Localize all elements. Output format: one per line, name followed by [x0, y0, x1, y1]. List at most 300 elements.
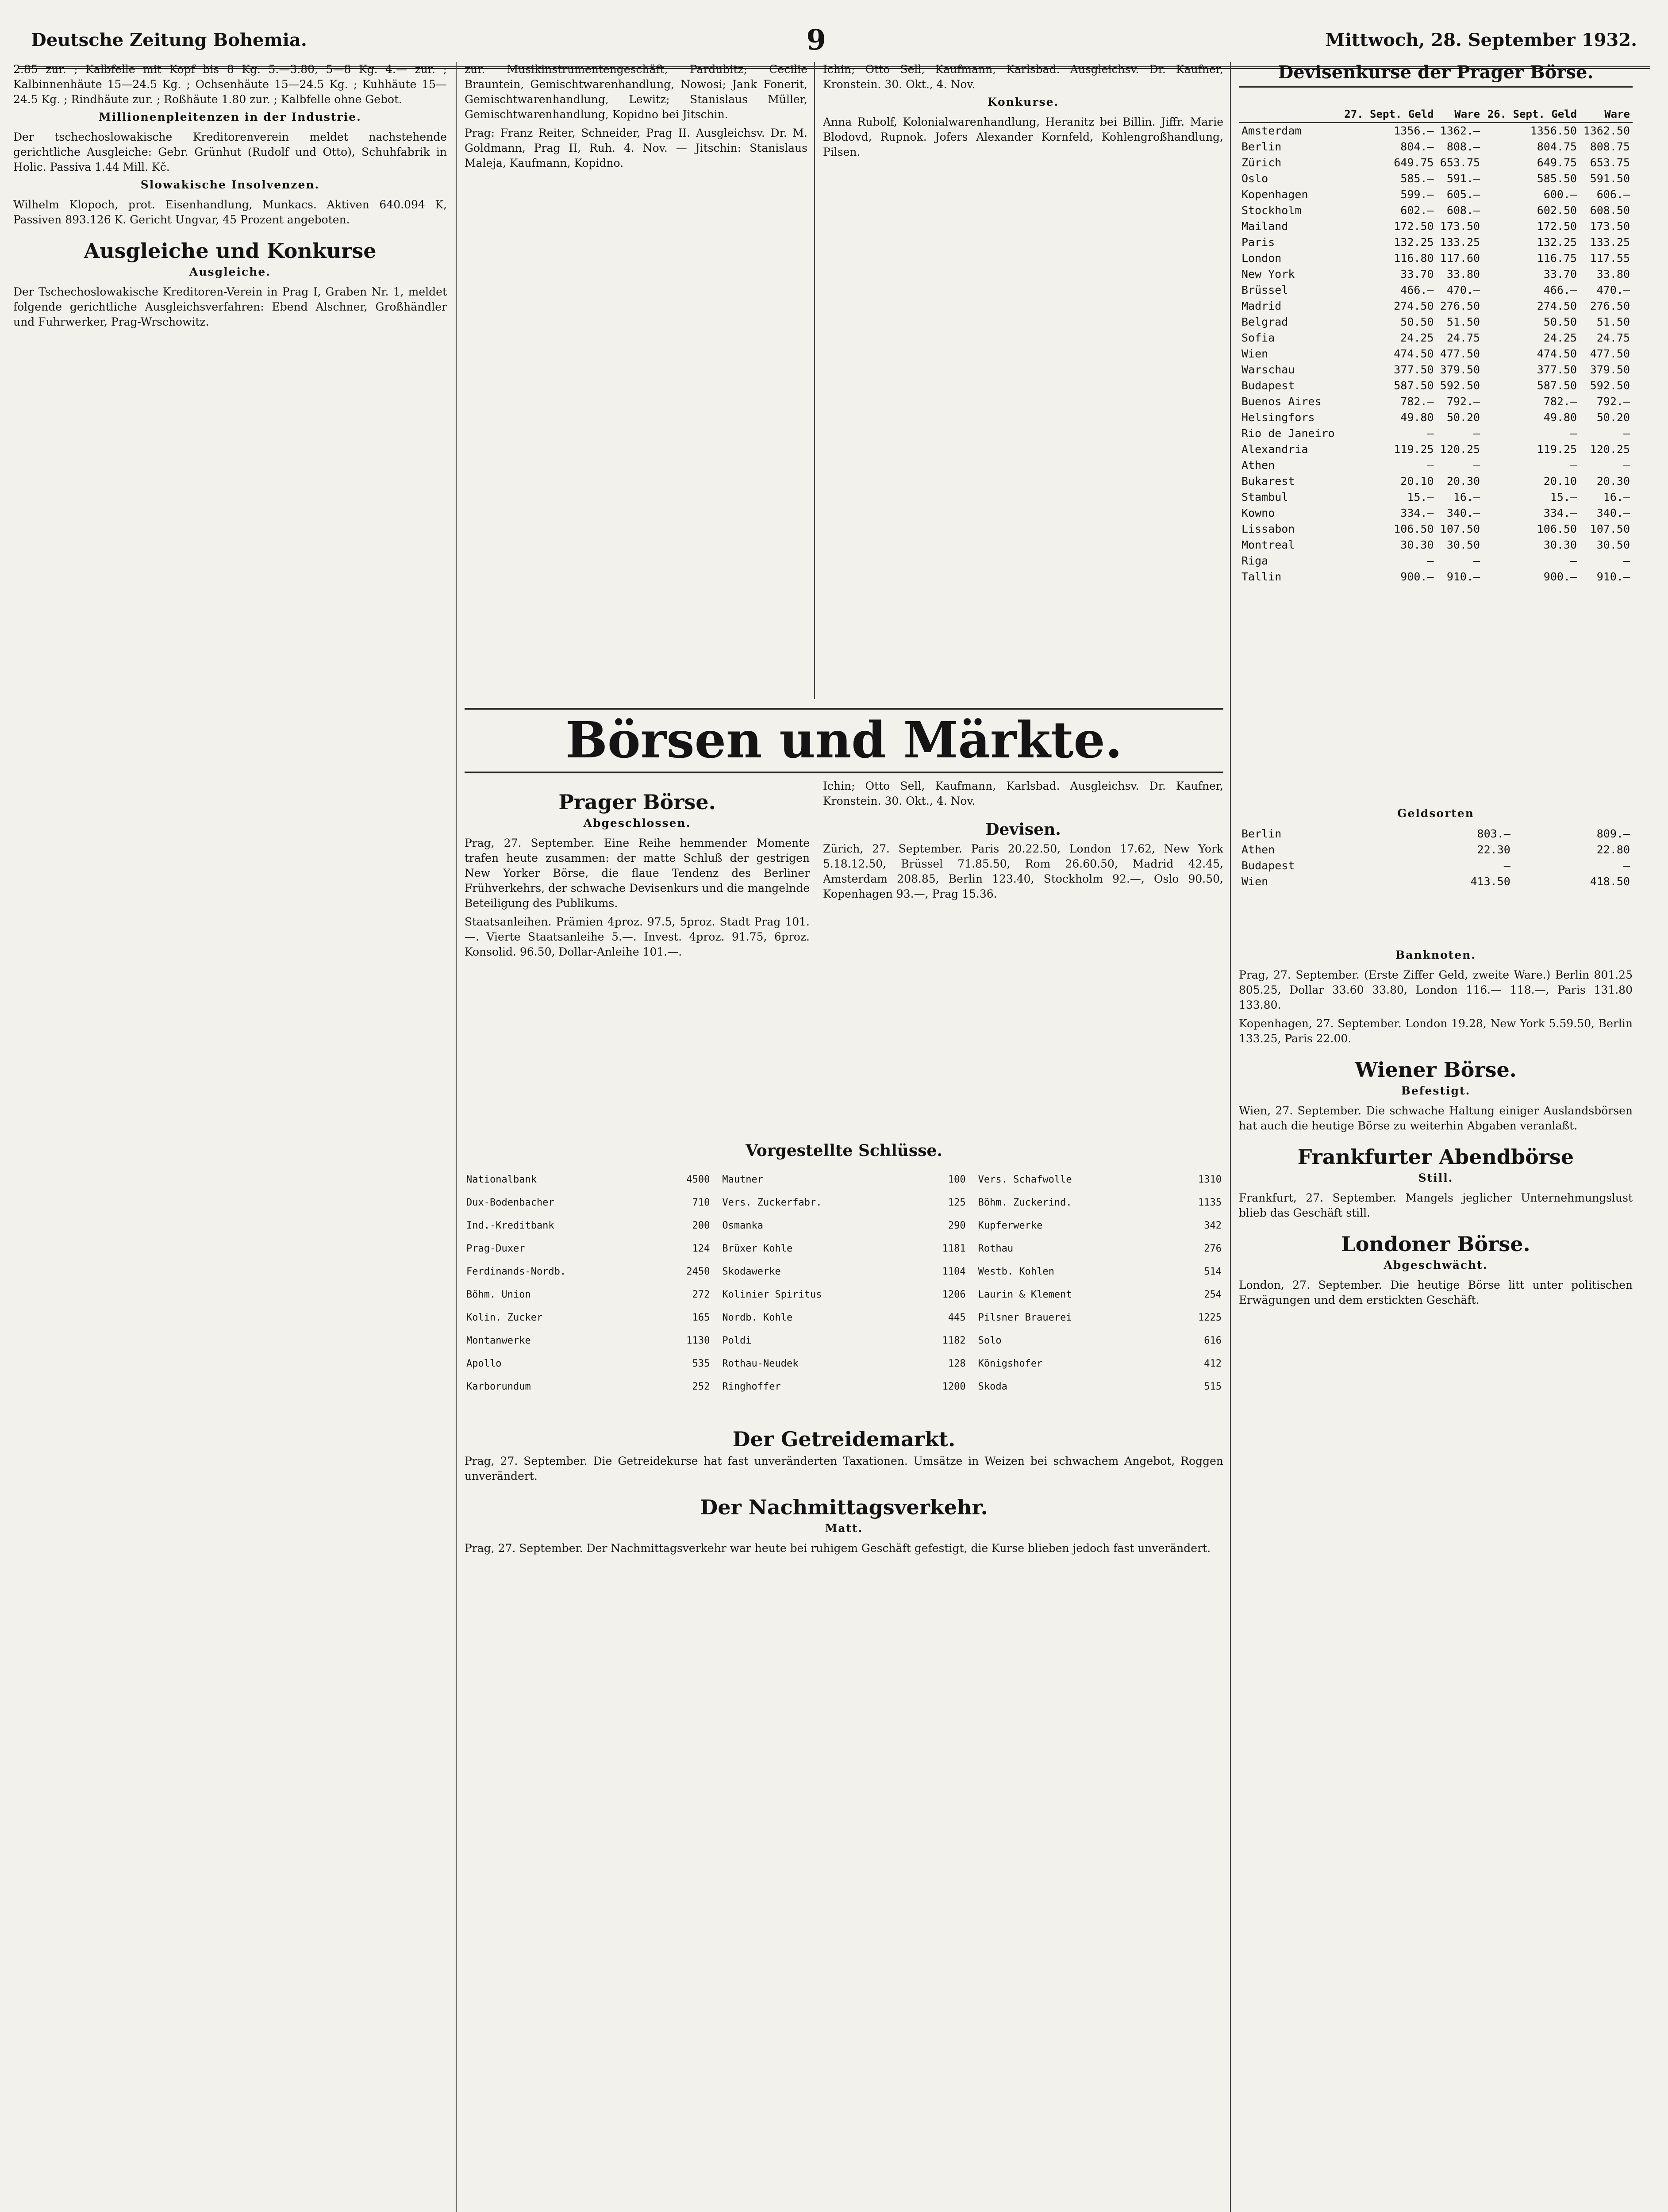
share-price: 1181: [942, 1243, 966, 1254]
rates-value: —: [1570, 427, 1577, 440]
rates-row: [1239, 187, 1633, 203]
rates-row: [1239, 298, 1633, 314]
issue-date: Mittwoch, 28. September 1932.: [1325, 29, 1637, 50]
section-text: Frankfurt, 27. September. Mangels jeglicher Unternehmungslust blieb das Geschäft still.: [1239, 1191, 1633, 1219]
coins-box: [1239, 805, 1633, 938]
rates-value: 1356.—: [1394, 124, 1434, 137]
rates-value: 592.50: [1440, 379, 1480, 392]
share-price: 1200: [942, 1381, 966, 1392]
share-name: Solo: [978, 1335, 1002, 1346]
rates-city: New York: [1241, 268, 1295, 280]
section-text: Ichin; Otto Sell, Kaufmann, Karlsbad. Ausgleichsv. Dr. Kaufner, Kronstein. 30. Okt., 4. Nov.: [823, 780, 1223, 807]
rates-city: Amsterdam: [1241, 124, 1302, 137]
rates-row: [1239, 426, 1633, 442]
shares-table: [465, 1168, 1223, 1398]
rates-value: 133.25: [1590, 236, 1630, 249]
shares-row: [720, 1352, 967, 1375]
rates-value: 24.75: [1596, 331, 1630, 344]
rates-value: 30.30: [1543, 538, 1577, 551]
coins-city: Budapest: [1241, 859, 1295, 872]
rates-value: 804.75: [1537, 140, 1577, 153]
shares-row: [465, 1375, 711, 1398]
rates-value: —: [1427, 459, 1434, 472]
rates-value: 474.50: [1394, 347, 1434, 360]
section-heading: Slowakische Insolvenzen.: [140, 178, 320, 191]
shares-row: [720, 1306, 967, 1329]
rates-value: —: [1570, 459, 1577, 472]
rates-city: Paris: [1241, 236, 1275, 249]
share-price: 100: [948, 1174, 966, 1185]
share-name: Böhm. Union: [466, 1289, 531, 1300]
section-subtitle: Still.: [1418, 1171, 1453, 1184]
rates-value: 608.50: [1590, 204, 1630, 217]
column-rule: [1230, 62, 1231, 2212]
rates-value: 649.75: [1537, 156, 1577, 169]
share-price: 125: [948, 1197, 966, 1208]
section-title: Prager Börse.: [558, 790, 716, 814]
rates-value: 119.25: [1394, 443, 1434, 456]
section-text: Prag, 27. September. Der Nachmittagsverkehr war heute bei ruhigem Geschäft gefestigt, die Kurse blieben jedoch fast unverändert.: [465, 1542, 1211, 1555]
rates-value: 16.—: [1603, 491, 1630, 503]
rates-value: 116.80: [1394, 252, 1434, 265]
rates-city: Berlin: [1241, 140, 1282, 153]
section-subtitle: Banknoten.: [1395, 949, 1476, 961]
shares-row: [465, 1352, 711, 1375]
section-subtitle: Abgeschlossen.: [583, 817, 691, 830]
rates-column-header: [1239, 106, 1340, 123]
shares-row: [720, 1168, 967, 1191]
share-name: Nationalbank: [466, 1174, 537, 1185]
rates-value: 477.50: [1590, 347, 1630, 360]
rates-value: 910.—: [1596, 570, 1630, 583]
share-name: Prag-Duxer: [466, 1243, 525, 1254]
share-price: 1206: [942, 1289, 966, 1300]
section-text: Wien, 27. September. Die schwache Haltung einiger Auslandsbörsen hat auch die heutige Börse zu weiterhin Abgaben veranlaßt.: [1239, 1104, 1633, 1132]
rates-value: 133.25: [1440, 236, 1480, 249]
share-name: Laurin & Klement: [978, 1289, 1072, 1300]
section-subtitle: Ausgleiche.: [189, 265, 271, 278]
rates-value: 591.50: [1590, 172, 1630, 185]
share-name: Königshofer: [978, 1358, 1043, 1369]
share-name: Osmanka: [722, 1220, 764, 1231]
rates-row: [1239, 537, 1633, 553]
share-name: Mautner: [722, 1174, 764, 1185]
share-price: 200: [692, 1220, 710, 1231]
markets-lower-block: [465, 1416, 1223, 2212]
coins-row: [1239, 858, 1633, 874]
shares-row: [976, 1260, 1223, 1283]
share-name: Kupferwerke: [978, 1220, 1043, 1231]
rates-value: 24.25: [1543, 331, 1577, 344]
share-price: 290: [948, 1220, 966, 1231]
rates-value: 466.—: [1400, 284, 1434, 296]
shares-row: [720, 1214, 967, 1237]
coins-value: 22.30: [1477, 843, 1510, 856]
share-price: 710: [692, 1197, 710, 1208]
rates-city: Zürich: [1241, 156, 1282, 169]
rates-value: 605.—: [1446, 188, 1480, 201]
share-name: Montanwerke: [466, 1335, 531, 1346]
rates-value: 606.—: [1596, 188, 1630, 201]
rates-value: 107.50: [1440, 522, 1480, 535]
shares-subtable: [976, 1168, 1223, 1398]
column-text: Anna Rubolf, Kolonialwarenhandlung, Heranitz bei Billin. Jiffr. Marie Blodovd, Rupnok. Jofers Alexander Kornfeld, Kohlengroßhandlung, Pilsen.: [823, 115, 1223, 158]
shares-row: [465, 1214, 711, 1237]
section-title: Devisen.: [985, 820, 1061, 839]
shares-row: [720, 1191, 967, 1214]
section-text: Zürich, 27. September. Paris 20.22.50, London 17.62, New York 5.18.12.50, Brüssel 71.85.50, Rom 26.60.50, Madrid 42.45, Amsterdam 208.85, Berlin 123.40, Stockholm 92.—, Oslo 90.50, Kopenhagen 93.—, Prag 15.36.: [823, 842, 1223, 900]
section-text: Staatsanleihen. Prämien 4proz. 97.5, 5proz. Stadt Prag 101.—. Vierte Staatsanleihe 5.—. Invest. 4proz. 91.75, 6proz. Konsolid. 96.50, Dollar-Anleihe 101.—.: [465, 915, 810, 958]
exchange-rates-title: Devisenkurse der Prager Börse.: [1239, 62, 1633, 88]
share-price: 124: [692, 1243, 710, 1254]
rates-city: Lissabon: [1241, 522, 1295, 535]
rates-city: Belgrad: [1241, 315, 1288, 328]
rates-value: 33.70: [1400, 268, 1434, 280]
section-subtitle: Matt.: [825, 1522, 863, 1535]
rates-value: 20.30: [1446, 475, 1480, 488]
coins-row: [1239, 842, 1633, 858]
shares-row: [976, 1191, 1223, 1214]
shares-row: [720, 1329, 967, 1352]
rates-city: Rio de Janeiro: [1241, 427, 1335, 440]
rates-value: 33.80: [1596, 268, 1630, 280]
shares-row: [465, 1283, 711, 1306]
share-price: 445: [948, 1312, 966, 1323]
rates-value: 379.50: [1440, 363, 1480, 376]
rates-value: 334.—: [1543, 507, 1577, 519]
rates-value: 585.50: [1537, 172, 1577, 185]
shares-row: [976, 1283, 1223, 1306]
section-title: Londoner Börse.: [1341, 1232, 1530, 1256]
rates-value: 340.—: [1596, 507, 1630, 519]
rates-value: 16.—: [1453, 491, 1480, 503]
share-name: Karborundum: [466, 1381, 531, 1392]
rates-city: Mailand: [1241, 220, 1288, 233]
rates-value: 50.20: [1596, 411, 1630, 424]
share-price: 515: [1204, 1381, 1222, 1392]
rates-value: 1362.—: [1440, 124, 1480, 137]
shares-row: [465, 1168, 711, 1191]
rates-value: 608.—: [1446, 204, 1480, 217]
rates-value: 470.—: [1446, 284, 1480, 296]
rates-value: 910.—: [1446, 570, 1480, 583]
share-price: 1135: [1198, 1197, 1222, 1208]
rates-value: 274.50: [1394, 300, 1434, 312]
shares-row: [465, 1191, 711, 1214]
rates-value: 276.50: [1590, 300, 1630, 312]
rates-value: 119.25: [1537, 443, 1577, 456]
page-number: 9: [806, 23, 826, 57]
rates-value: 377.50: [1394, 363, 1434, 376]
share-name: Böhm. Zuckerind.: [978, 1197, 1072, 1208]
section-text: Wilhelm Klopoch, prot. Eisenhandlung, Munkacs. Aktiven 640.094 K, Passiven 893.126 K. Gericht Ungvar, 45 Prozent angeboten.: [13, 198, 447, 226]
shares-row: [720, 1375, 967, 1398]
share-price: 1130: [686, 1335, 710, 1346]
rates-city: Athen: [1241, 459, 1275, 472]
rates-city: Wien: [1241, 347, 1268, 360]
share-name: Kolin. Zucker: [466, 1312, 543, 1323]
rates-value: 276.50: [1440, 300, 1480, 312]
rates-value: —: [1427, 427, 1434, 440]
coins-city: Berlin: [1241, 827, 1282, 840]
rates-value: 24.25: [1400, 331, 1434, 344]
shares-row: [465, 1237, 711, 1260]
rates-value: 1362.50: [1583, 124, 1630, 137]
section-subtitle: Konkurse.: [987, 96, 1059, 108]
share-name: Dux-Bodenbacher: [466, 1197, 554, 1208]
rates-row: [1239, 521, 1633, 537]
rates-value: 173.50: [1440, 220, 1480, 233]
shares-row: [976, 1237, 1223, 1260]
rates-city: Kopenhagen: [1241, 188, 1308, 201]
rates-value: —: [1623, 459, 1630, 472]
rates-row: [1239, 282, 1633, 298]
coins-value: 413.50: [1470, 875, 1510, 888]
rates-row: [1239, 457, 1633, 473]
section-subtitle: Abgeschwächt.: [1384, 1259, 1488, 1271]
rates-row: [1239, 330, 1633, 346]
rates-value: 132.25: [1537, 236, 1577, 249]
section-heading: Millionenpleitenzen in der Industrie.: [99, 111, 361, 123]
rates-value: 792.—: [1446, 395, 1480, 408]
share-name: Skodawerke: [722, 1266, 781, 1277]
rates-value: 340.—: [1446, 507, 1480, 519]
rates-value: 173.50: [1590, 220, 1630, 233]
rates-value: 653.75: [1590, 156, 1630, 169]
share-price: 616: [1204, 1335, 1222, 1346]
rates-value: 172.50: [1537, 220, 1577, 233]
rates-value: 1356.50: [1530, 124, 1577, 137]
rates-city: London: [1241, 252, 1282, 265]
exchange-rates-box: [1239, 106, 1633, 796]
column-3: [823, 62, 1223, 416]
rates-value: 49.80: [1400, 411, 1434, 424]
rates-value: 33.70: [1543, 268, 1577, 280]
share-name: Vers. Schafwolle: [978, 1174, 1072, 1185]
rates-value: 602.—: [1400, 204, 1434, 217]
rates-value: 470.—: [1596, 284, 1630, 296]
rates-row: [1239, 203, 1633, 219]
rates-value: —: [1623, 554, 1630, 567]
rates-value: 50.50: [1543, 315, 1577, 328]
coins-row: [1239, 874, 1633, 890]
share-name: Rothau: [978, 1243, 1014, 1254]
rates-value: 474.50: [1537, 347, 1577, 360]
rates-value: 377.50: [1537, 363, 1577, 376]
rates-row: [1239, 171, 1633, 187]
share-name: Apollo: [466, 1358, 502, 1369]
coins-value: 418.50: [1590, 875, 1630, 888]
coins-value: —: [1503, 859, 1510, 872]
rates-city: Stockholm: [1241, 204, 1302, 217]
rates-value: 172.50: [1394, 220, 1434, 233]
rates-value: 20.10: [1400, 475, 1434, 488]
rates-city: Montreal: [1241, 538, 1295, 551]
coins-city: Wien: [1241, 875, 1268, 888]
section-text: Der tschechoslowakische Kreditorenverein meldet nachstehende gerichtliche Ausgleiche: Gebr. Grünhut (Rudolf und Otto), Schuhfabrik in Holic. Passiva 1.44 Mill. Kč.: [13, 131, 447, 173]
rates-row: [1239, 553, 1633, 569]
rates-value: 782.—: [1543, 395, 1577, 408]
shares-row: [976, 1352, 1223, 1375]
share-name: Nordb. Kohle: [722, 1312, 793, 1323]
rates-row: [1239, 394, 1633, 410]
share-name: Pilsner Brauerei: [978, 1312, 1072, 1323]
rates-value: 477.50: [1440, 347, 1480, 360]
column-1: [13, 62, 447, 2212]
rates-value: 808.—: [1446, 140, 1480, 153]
newspaper-name: Deutsche Zeitung Bohemia.: [31, 29, 307, 50]
rates-value: 51.50: [1446, 315, 1480, 328]
shares-row: [976, 1329, 1223, 1352]
rates-city: Madrid: [1241, 300, 1282, 312]
rates-value: 782.—: [1400, 395, 1434, 408]
rates-row: [1239, 473, 1633, 489]
rates-value: 591.—: [1446, 172, 1480, 185]
rates-value: 49.80: [1543, 411, 1577, 424]
share-price: 2450: [686, 1266, 710, 1277]
rates-city: Oslo: [1241, 172, 1268, 185]
share-price: 1310: [1198, 1174, 1222, 1185]
rates-city: Helsingfors: [1241, 411, 1315, 424]
share-name: Ferdinands-Nordb.: [466, 1266, 566, 1277]
shares-row: [720, 1260, 967, 1283]
rates-value: 50.20: [1446, 411, 1480, 424]
rates-value: 585.—: [1400, 172, 1434, 185]
rates-row: [1239, 219, 1633, 234]
share-name: Westb. Kohlen: [978, 1266, 1054, 1277]
rates-value: 107.50: [1590, 522, 1630, 535]
rates-row: [1239, 362, 1633, 378]
rates-row: [1239, 123, 1633, 139]
section-title: Der Getreidemarkt.: [732, 1427, 956, 1451]
coins-table: [1239, 826, 1633, 890]
rates-value: 653.75: [1440, 156, 1480, 169]
rates-value: 587.50: [1394, 379, 1434, 392]
rates-row: [1239, 139, 1633, 155]
rates-row: [1239, 250, 1633, 266]
section-banner-title: Börsen und Märkte.: [465, 708, 1223, 773]
share-price: 276: [1204, 1243, 1222, 1254]
rates-value: 24.75: [1446, 331, 1480, 344]
share-price: 1104: [942, 1266, 966, 1277]
rates-row: [1239, 234, 1633, 250]
coins-row: [1239, 826, 1633, 842]
column-rule: [456, 62, 457, 2212]
coins-city: Athen: [1241, 843, 1275, 856]
coins-value: —: [1623, 859, 1630, 872]
coins-value: 803.—: [1477, 827, 1510, 840]
rates-value: 50.50: [1400, 315, 1434, 328]
rates-city: Kowno: [1241, 507, 1275, 519]
rates-city: Bukarest: [1241, 475, 1295, 488]
share-price: 4500: [686, 1174, 710, 1185]
section-title: Wiener Börse.: [1355, 1058, 1517, 1082]
section-subtitle: Befestigt.: [1401, 1084, 1471, 1097]
rates-value: 274.50: [1537, 300, 1577, 312]
column-rule: [814, 62, 815, 699]
rates-value: 379.50: [1590, 363, 1630, 376]
rates-city: Riga: [1241, 554, 1268, 567]
rates-value: 600.—: [1543, 188, 1577, 201]
rates-value: 587.50: [1537, 379, 1577, 392]
rates-city: Buenos Aires: [1241, 395, 1322, 408]
share-name: Kolinier Spiritus: [722, 1289, 822, 1300]
share-price: 412: [1204, 1358, 1222, 1369]
rates-city: Sofia: [1241, 331, 1275, 344]
share-name: Ringhoffer: [722, 1381, 781, 1392]
section-text: Der Tschechoslowakische Kreditoren-Verein in Prag I, Graben Nr. 1, meldet folgende gerichtliche Ausgleichsverfahren: Ebend Alschner, Großhändler und Fuhrwerker, Prag-Wrschowitz.: [13, 285, 447, 328]
shares-row: [465, 1306, 711, 1329]
share-name: Ind.-Kreditbank: [466, 1220, 554, 1231]
column-4-lower: [1239, 947, 1633, 2212]
coins-value: 809.—: [1596, 827, 1630, 840]
rates-city: Warschau: [1241, 363, 1295, 376]
rates-value: 792.—: [1596, 395, 1630, 408]
rates-value: 466.—: [1543, 284, 1577, 296]
rates-value: —: [1570, 554, 1577, 567]
rates-row: [1239, 155, 1633, 171]
running-header: [18, 13, 1650, 69]
section-text: London, 27. September. Die heutige Börse litt unter politischen Erwägungen und dem erstickten Geschäft.: [1239, 1279, 1633, 1306]
shares-row: [720, 1283, 967, 1306]
rates-value: —: [1473, 459, 1480, 472]
section-text: Prag, 27. September. Die Getreidekurse hat fast unveränderten Taxationen. Umsätze in Weizen bei schwachem Angebot, Roggen unverändert.: [465, 1455, 1223, 1482]
shares-subtable: [465, 1168, 711, 1398]
rates-value: 15.—: [1550, 491, 1577, 503]
share-name: Rothau-Neudek: [722, 1358, 799, 1369]
rates-value: —: [1473, 427, 1480, 440]
rates-row: [1239, 489, 1633, 505]
rates-value: 602.50: [1537, 204, 1577, 217]
rates-value: 33.80: [1446, 268, 1480, 280]
rates-row: [1239, 442, 1633, 457]
shares-subtable: [720, 1168, 967, 1398]
rates-city: Alexandria: [1241, 443, 1308, 456]
rates-value: 30.50: [1596, 538, 1630, 551]
rates-value: 334.—: [1400, 507, 1434, 519]
section-title: Frankfurter Abendbörse: [1297, 1145, 1574, 1169]
rates-value: 20.30: [1596, 475, 1630, 488]
rates-row: [1239, 346, 1633, 362]
column-2: [465, 62, 807, 416]
section-text: Prag, 27. September. Eine Reihe hemmender Momente trafen heute zusammen: der matte Schluß der gestrigen New Yorker Börse, die flaue Tendenz des Berliner Frühverkehrs, der schwache Devisenkurs und die mangelnde Beteiligung des Publikums.: [465, 837, 810, 910]
share-name: Skoda: [978, 1381, 1007, 1392]
shares-row: [976, 1214, 1223, 1237]
share-price: 128: [948, 1358, 966, 1369]
rates-value: 120.25: [1590, 443, 1630, 456]
column-text: Ichin; Otto Sell, Kaufmann, Karlsbad. Ausgleichsv. Dr. Kaufner, Kronstein. 30. Okt., 4. Nov.: [823, 63, 1223, 91]
share-price: 1182: [942, 1335, 966, 1346]
share-price: 342: [1204, 1220, 1222, 1231]
share-price: 514: [1204, 1266, 1222, 1277]
rates-value: —: [1623, 427, 1630, 440]
section-title: Ausgleiche und Konkurse: [84, 239, 377, 263]
rates-value: —: [1427, 554, 1434, 567]
section-text: Kopenhagen, 27. September. London 19.28, New York 5.59.50, Berlin 133.25, Paris 22.00.: [1239, 1017, 1633, 1045]
rates-row: [1239, 266, 1633, 282]
share-name: Brüxer Kohle: [722, 1243, 793, 1254]
rates-column-header: 27. Sept. Geld: [1340, 106, 1437, 123]
coins-value: 22.80: [1596, 843, 1630, 856]
share-name: Vers. Zuckerfabr.: [722, 1197, 822, 1208]
section-title: Der Nachmittagsverkehr.: [700, 1495, 988, 1519]
rates-row: [1239, 569, 1633, 585]
share-price: 254: [1204, 1289, 1222, 1300]
rates-row: [1239, 314, 1633, 330]
rates-column-header: 26. Sept. Geld: [1483, 106, 1580, 123]
rates-city: Budapest: [1241, 379, 1295, 392]
shares-row: [976, 1168, 1223, 1191]
